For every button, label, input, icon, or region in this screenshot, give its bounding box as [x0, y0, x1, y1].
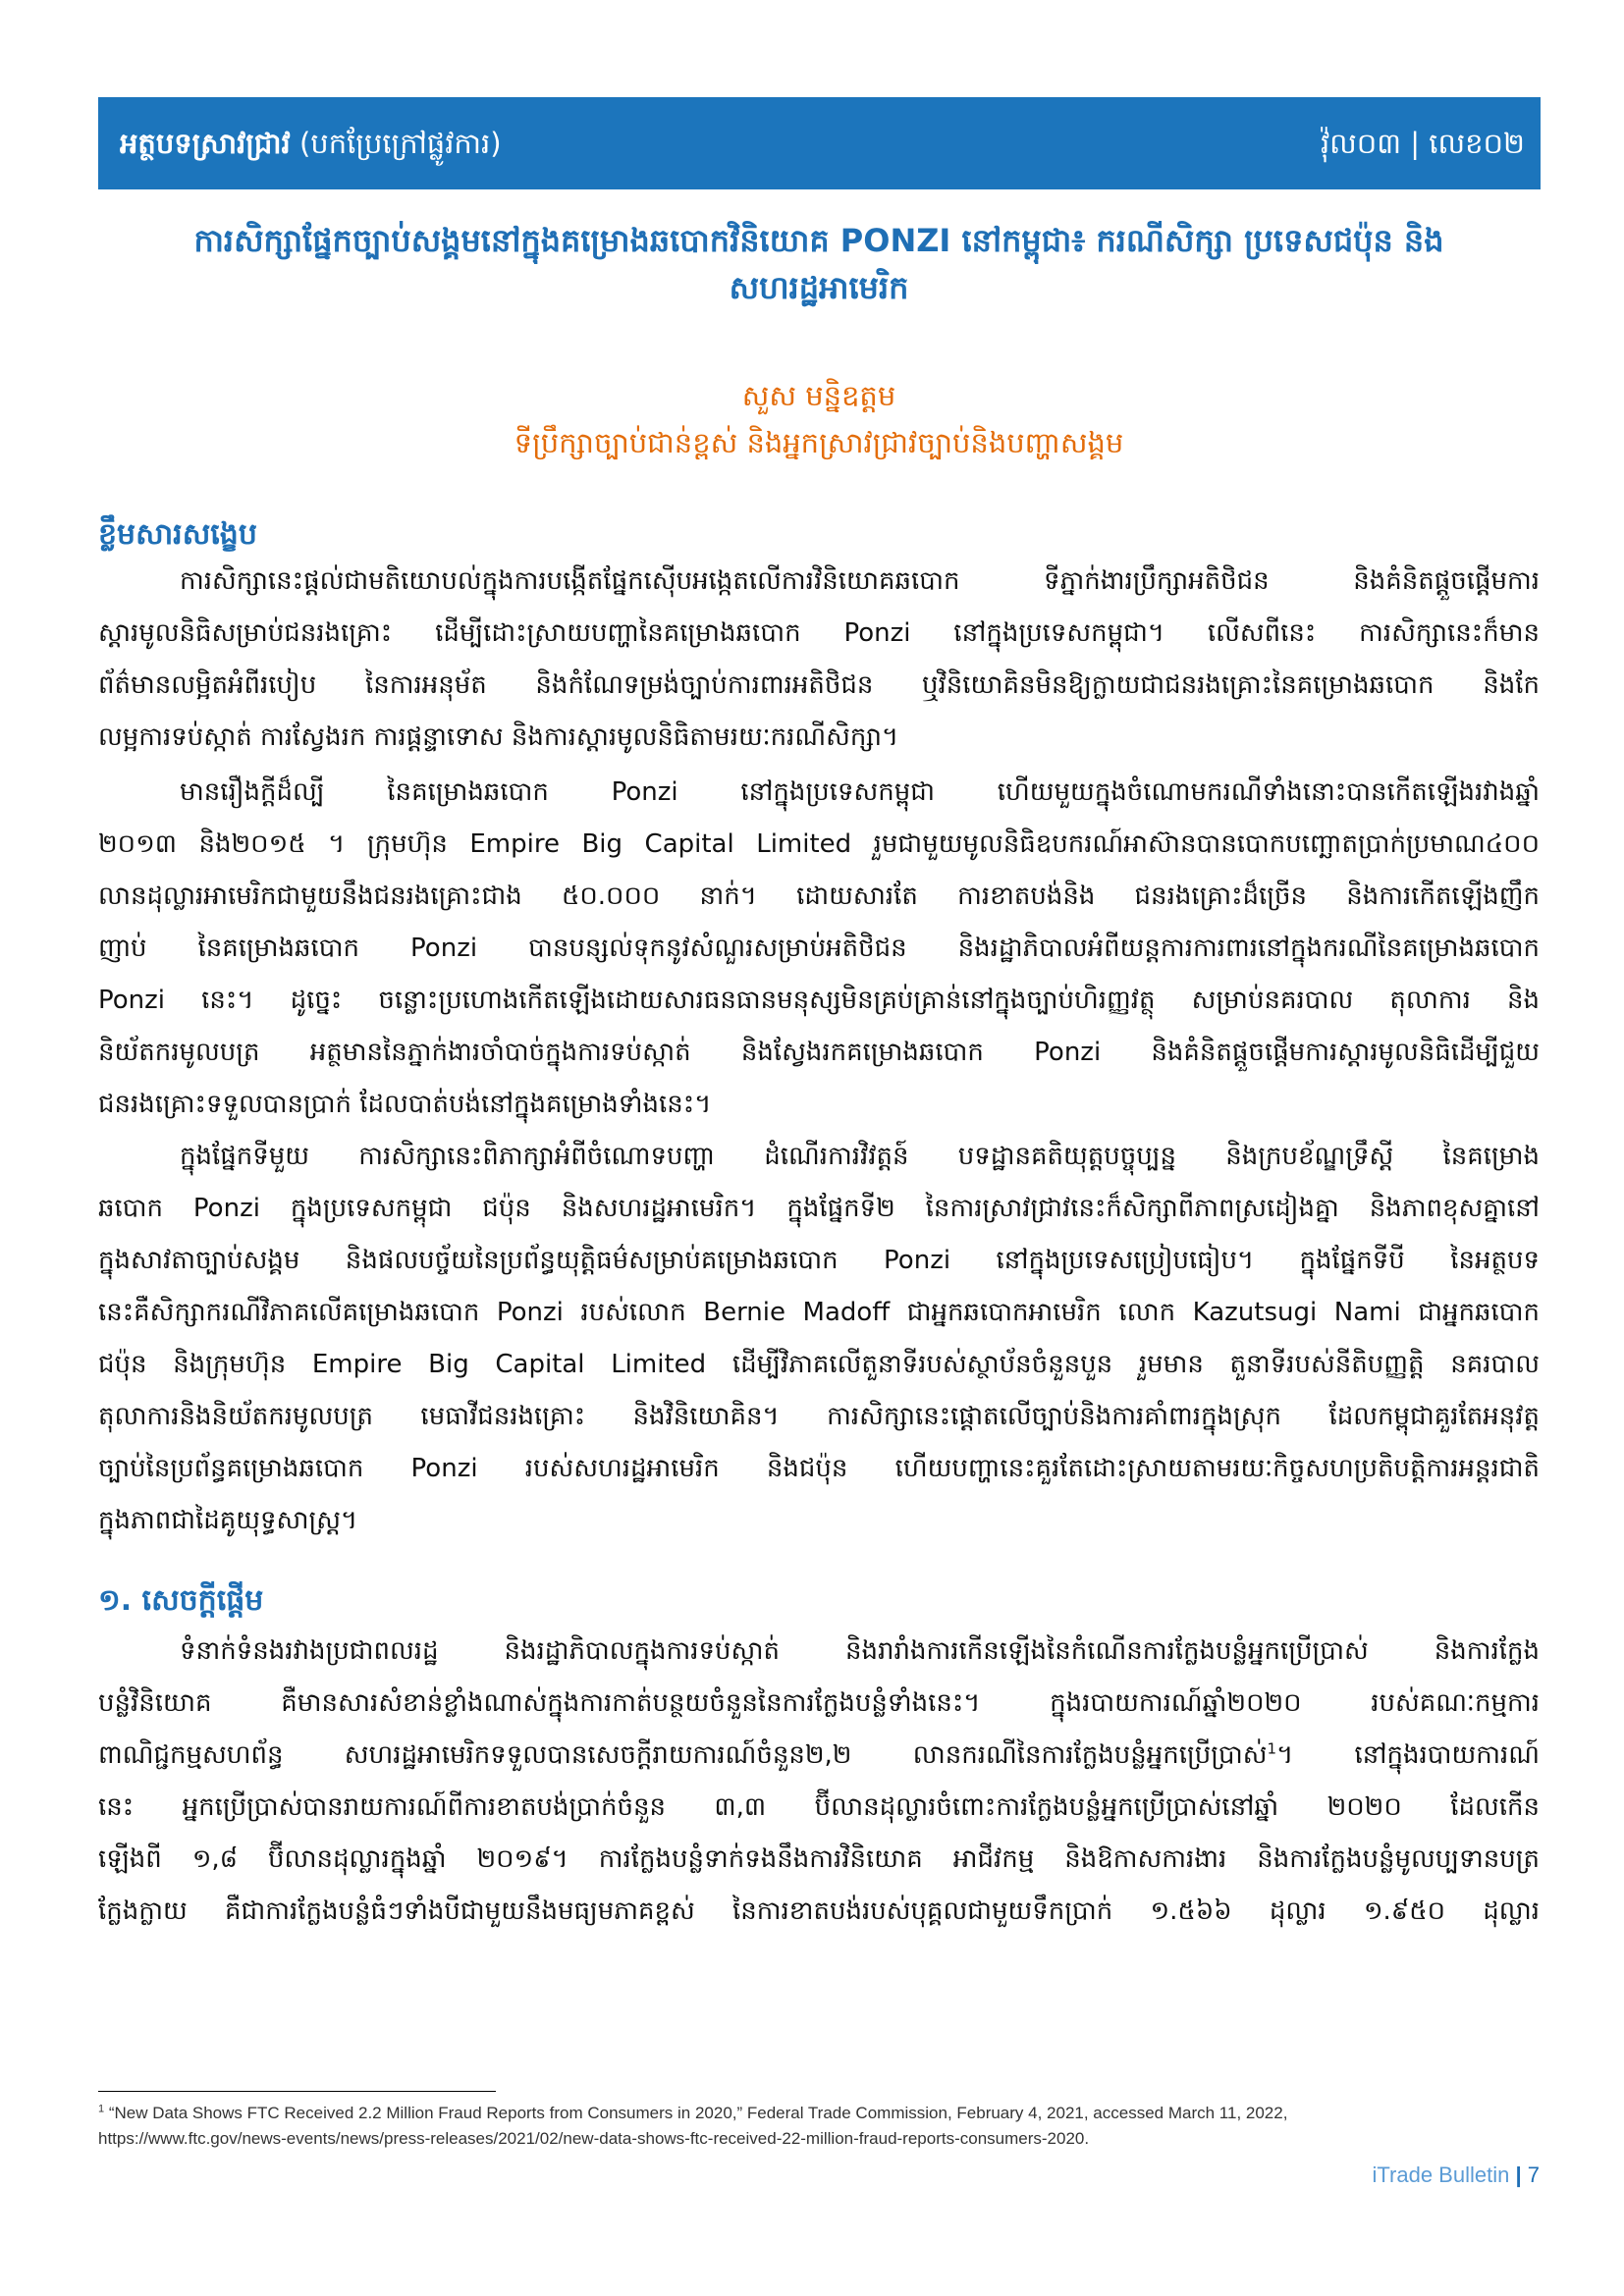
abstract-p3-line: នេះគឺសិក្សាករណីវិភាគលើគម្រោងឆបោក Ponzi របស់លោក Bernie Madoff ជាអ្នកឆបោកអាមេរិក លោក Kazutsugi Nami ជាអ្នកឆបោក: [98, 1298, 1540, 1327]
abstract-p3-line: ក្នុងសាវតាច្បាប់សង្គម និងផលបច្ច័យនៃប្រព័ន្ធយុត្តិធម៌សម្រាប់គម្រោងឆបោក Ponzi នៅក្នុងប្រទេសប្រៀបធៀប។ ក្នុងផ្នែកទីបី នៃអត្ថបទ: [98, 1246, 1540, 1275]
abstract-p2-line: មានរឿងក្តីដ៏ល្បី នៃគម្រោងឆបោក Ponzi នៅក្នុងប្រទេសកម្ពុជា ហើយមួយក្នុងចំណោមករណីទាំងនោះបានកើតឡើងរវាងឆ្នាំ: [180, 777, 1540, 807]
footer-publication: iTrade Bulletin: [1372, 2163, 1510, 2187]
abstract-p2-line: និយ័តករមូលបត្រ អត្ថមាននៃភ្នាក់ងារចាំបាច់ក្នុងការទប់ស្កាត់ និងស្វែងរកគម្រោងឆបោក Ponzi និងគំនិតផ្តួចផ្តើមការស្តារមូលនិធិដើម្បីជួយ: [98, 1038, 1540, 1067]
header-title: [120, 97, 502, 189]
abstract-p1-line: ស្តារមូលនិធិសម្រាប់ជនរងគ្រោះ ដើម្បីដោះស្រាយបញ្ហានៃគម្រោងឆបោក Ponzi នៅក្នុងប្រទេសកម្ពុជា។ លើសពីនេះ ការសិក្សានេះក៏មាន: [98, 618, 1540, 648]
footnote-url: https://www.ftc.gov/news-events/news/press-releases/2021/02/new-data-shows-ftc-received-22-million-fraud-reports-consumers-2020.: [98, 2129, 1090, 2148]
abstract-p2-line: Ponzi នេះ។ ដូច្នេះ ចន្លោះប្រហោងកើតឡើងដោយសារធនធានមនុស្សមិនគ្រប់គ្រាន់នៅក្នុងច្បាប់ហិរញ្ញវត្ថុ សម្រាប់នគរបាល តុលាការ និង: [98, 986, 1540, 1015]
header-bar: [98, 97, 1541, 189]
footer-page-number: 7: [1527, 2163, 1540, 2187]
introduction-line: ទំនាក់ទំនងរវាងប្រជាពលរដ្ឋ និងរដ្ឋាភិបាលក្នុងការទប់ស្កាត់ និងរារាំងការកើនឡើងនៃកំណើនការក្លែងបន្លំអ្នកប្រើប្រាស់ និងការក្លែង: [180, 1636, 1540, 1666]
article-title-line-2: សហរដ្ឋអាមេរិក: [729, 269, 909, 306]
abstract-p1-line: លម្អការទប់ស្កាត់ ការស្វែងរក ការផ្តន្ទាទោស និងការស្តារមូលនិធិតាមរយៈករណីសិក្សា។: [98, 722, 899, 752]
abstract-p1-line: ការសិក្សានេះផ្តល់ជាមតិយោបល់ក្នុងការបង្កើតផ្នែកស៊ើបអង្កេតលើការវិនិយោគឆបោក ទីភ្នាក់ងារប្រឹក្សាអតិថិជន និងគំនិតផ្តួចផ្តើមការ: [180, 566, 1540, 596]
abstract-p3-line: តុលាការនិងនិយ័តករមូលបត្រ មេធាវីជនរងគ្រោះ និងវិនិយោគិន។ ការសិក្សានេះផ្តោតលើច្បាប់និងការគាំពារក្នុងស្រុក ដែលកម្ពុជាគួរតែអនុវត្ត: [98, 1402, 1540, 1431]
author-role: ទីប្រឹក្សាច្បាប់ជាន់ខ្ពស់ និងអ្នកស្រាវជ្រាវច្បាប់និងបញ្ហាសង្គម: [514, 426, 1124, 459]
header-title-note: (បកប្រែក្រៅផ្លូវការ): [298, 127, 502, 160]
introduction-line: នេះ អ្នកប្រើប្រាស់បានរាយការណ៍ពីការខាតបង់ប្រាក់ចំនួន ៣,៣ ប៊ីលានដុល្លារចំពោះការក្លែងបន្លំអ្នកប្រើប្រាស់នៅឆ្នាំ ២០២០ ដែលកើន: [98, 1792, 1540, 1822]
abstract-p3-line: ជប៉ុន និងក្រុមហ៊ុន Empire Big Capital Limited ដើម្បីវិភាគលើតួនាទីរបស់ស្ថាប័នចំនួនបួន រួមមាន តួនាទីរបស់នីតិបញ្ញត្តិ នគរបាល: [98, 1350, 1540, 1379]
introduction-line: បន្លំវិនិយោគ គឺមានសារសំខាន់ខ្លាំងណាស់ក្នុងការកាត់បន្ថយចំនួននៃការក្លែងបន្លំទាំងនេះ។ ក្នុងរបាយការណ៍ឆ្នាំ២០២០ របស់គណៈកម្មការ: [98, 1688, 1540, 1718]
introduction-line: [98, 1730, 1540, 1782]
abstract-p3-line: ឆបោក Ponzi ក្នុងប្រទេសកម្ពុជា ជប៉ុន និងសហរដ្ឋអាមេរិក។ ក្នុងផ្នែកទី២ នៃការស្រាវជ្រាវនេះក៏សិក្សាពីភាពស្រដៀងគ្នា និងភាពខុសគ្នានៅ: [98, 1194, 1540, 1223]
abstract-p2-line: លានដុល្លារអាមេរិកជាមួយនឹងជនរងគ្រោះជាង ៥០.០០០ នាក់។ ដោយសារតែ ការខាតបង់និង ជនរងគ្រោះដ៏ច្រើន និងការកើតឡើងញឹក: [98, 881, 1540, 911]
header-title-bold: អត្ថបទស្រាវជ្រាវ: [120, 127, 291, 160]
footnote-citation: “New Data Shows FTC Received 2.2 Million Fraud Reports from Consumers in 2020,” Federal Trade Commission, February 4, 2021, accessed March 11, 2022,: [108, 2104, 1288, 2122]
introduction-heading: ១. សេចក្តីផ្តើម: [98, 1583, 264, 1618]
article-title-line-1: ការសិក្សាផ្នែកច្បាប់សង្គមនៅក្នុងគម្រោងឆបោកវិនិយោគ PONZI នៅកម្ពុជា៖ ករណីសិក្សា ប្រទេសជប៉ុន និង: [193, 222, 1444, 259]
abstract-p2-line: ជនរងគ្រោះទទួលបានប្រាក់ ដែលបាត់បង់នៅក្នុងគម្រោងទាំងនេះ។: [98, 1090, 712, 1119]
introduction-line: ក្លែងក្លាយ គឺជាការក្លែងបន្លំធំៗទាំងបីជាមួយនឹងមធ្យមភាគខ្ពស់ នៃការខាតបង់របស់បុគ្គលជាមួយទឹកប្រាក់ ១.៥៦៦ ដុល្លារ ១.៩៥០ ដុល្លារ: [98, 1896, 1540, 1926]
introduction-line-text: ។ នៅក្នុងរបាយការណ៍: [1276, 1740, 1540, 1770]
introduction-line: ឡើងពី ១,៨ ប៊ីលានដុល្លារក្នុងឆ្នាំ ២០១៩។ ការក្លែងបន្លំទាក់ទងនឹងការវិនិយោគ អាជីវកម្ម និងឱកាសការងារ និងការក្លែងបន្លំមូលប្បទានបត្រ: [98, 1844, 1540, 1874]
header-issue: វ៉ុល០៣ | លេខ០២: [1320, 127, 1525, 160]
abstract-heading: ខ្លឹមសារសង្ខេប: [98, 517, 257, 552]
abstract-p3-line: ក្នុងភាពជាដៃគូយុទ្ធសាស្ត្រ។: [98, 1506, 358, 1535]
footnote-divider: [98, 2091, 496, 2092]
abstract-p3-line: ក្នុងផ្នែកទីមួយ ការសិក្សានេះពិភាក្សាអំពីចំណោទបញ្ហា ដំណើរការវិវត្តន៍ បទដ្ឋានគតិយុត្តបច្ចុប្បន្ន និងក្របខ័ណ្ឌទ្រឹស្តី នៃគម្រោង: [180, 1142, 1540, 1171]
author-name: សួស មន្និឧត្តម: [741, 379, 896, 412]
introduction-line-text: ពាណិជ្ជកម្មសហព័ន្ធ សហរដ្ឋអាមេរិកទទួលបានសេចក្តីរាយការណ៍ចំនួន២,២ លានករណីនៃការក្លែងបន្លំអ្នកប្រើប្រាស់: [98, 1740, 1268, 1770]
footnote-reference: 1: [1267, 1739, 1277, 1758]
abstract-p2-line: ២០១៣ និង២០១៥ ។ ក្រុមហ៊ុន Empire Big Capital Limited រួមជាមួយមូលនិធិឧបករណ៍អាស៊ានបានបោកបញ្ឆោតប្រាក់ប្រមាណ៤០០: [98, 829, 1540, 859]
page-footer: [1373, 2161, 1540, 2190]
footer-separator: |: [1515, 2163, 1522, 2187]
footnote-number: 1: [98, 2103, 105, 2115]
abstract-p3-line: ច្បាប់នៃប្រព័ន្ធគម្រោងឆបោក Ponzi របស់សហរដ្ឋអាមេរិក និងជប៉ុន ហើយបញ្ហានេះគួរតែដោះស្រាយតាមរយៈកិច្ចសហប្រតិបត្តិការអន្តរជាតិ: [98, 1454, 1540, 1483]
footnote-line-1: [98, 2101, 1540, 2126]
abstract-p2-line: ញាប់ នៃគម្រោងឆបោក Ponzi បានបន្សល់ទុកនូវសំណួរសម្រាប់អតិថិជន និងរដ្ឋាភិបាលអំពីយន្តការការពារនៅក្នុងករណីនៃគម្រោងឆបោក: [98, 934, 1540, 963]
abstract-p1-line: ព័ត៌មានលម្អិតអំពីរបៀប នៃការអនុម័ត និងកំណែទម្រង់ច្បាប់ការពារអតិថិជន ឬវិនិយោគិនមិនឱ្យក្លាយជាជនរងគ្រោះនៃគម្រោងឆបោក និងកែ: [98, 670, 1540, 700]
